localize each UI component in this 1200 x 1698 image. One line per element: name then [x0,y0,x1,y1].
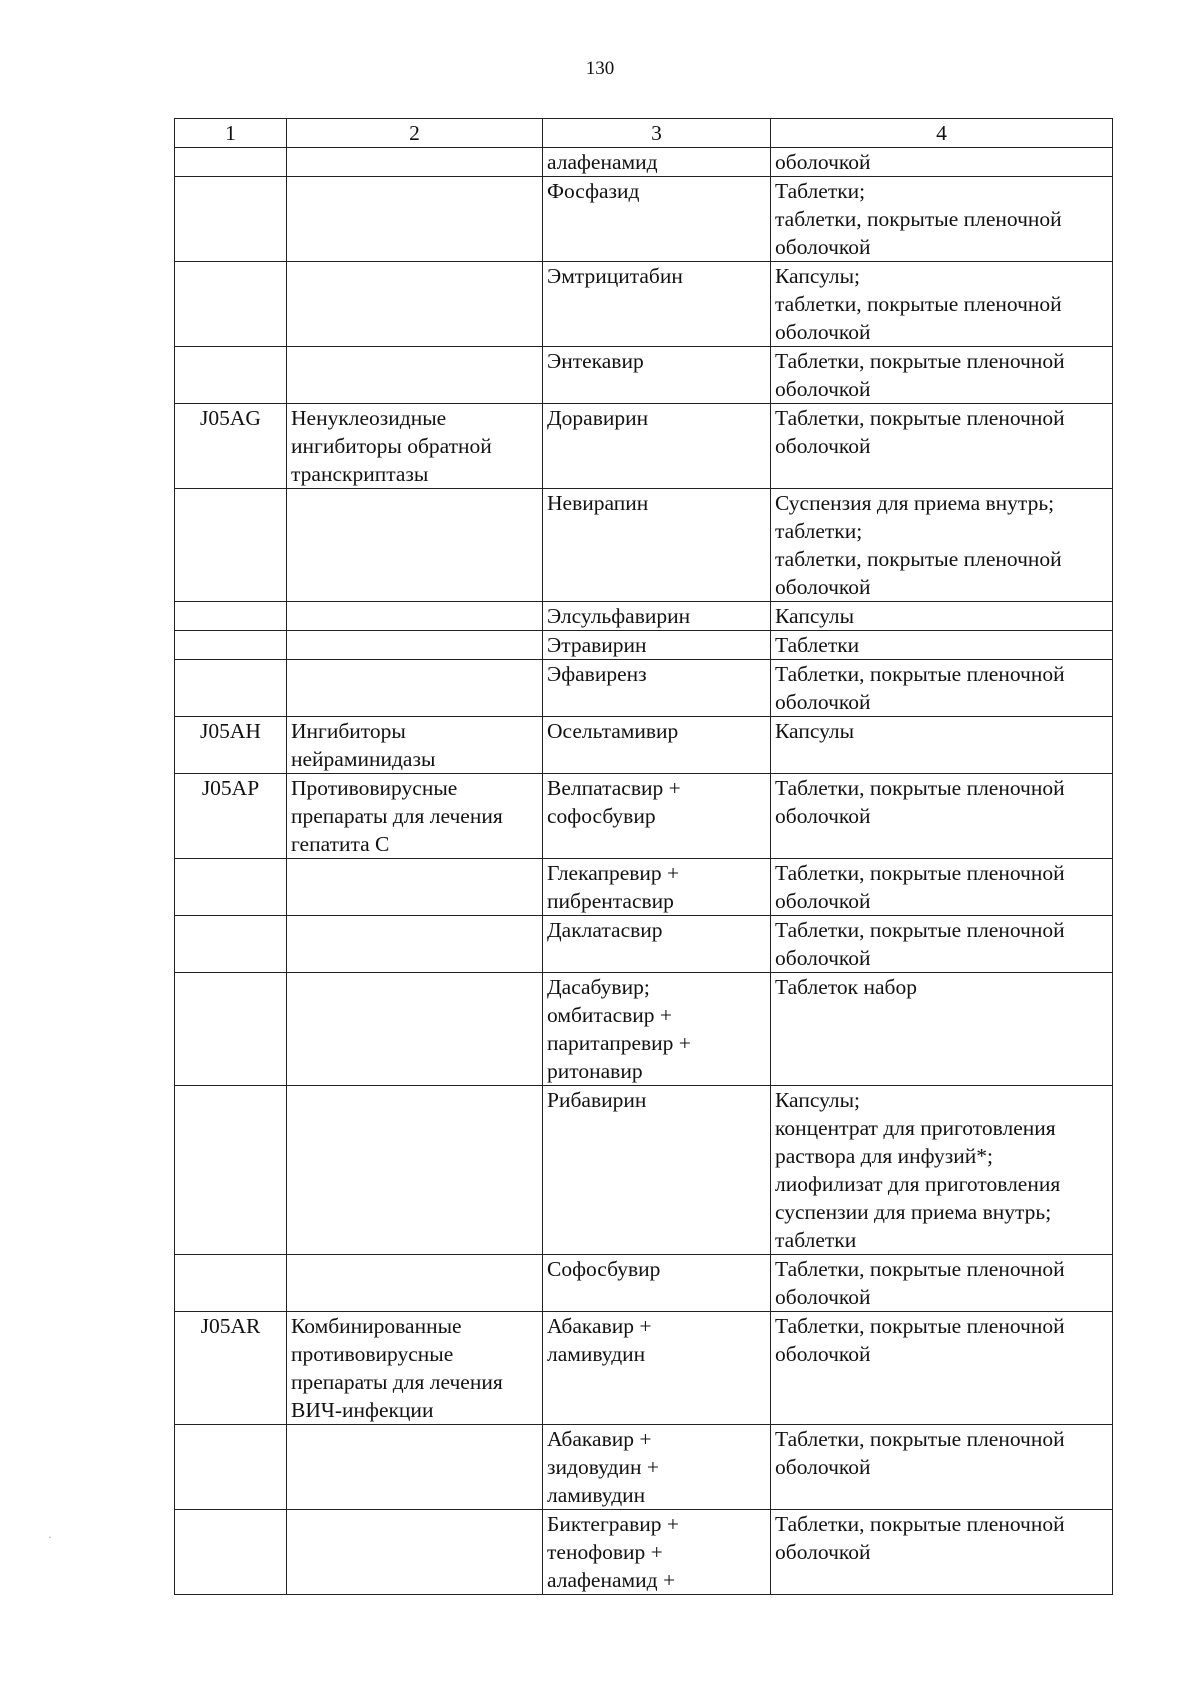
table-row [175,489,1113,602]
atc-code-cell: J05AR [175,1312,287,1425]
table-row [175,347,1113,404]
drug-name-cell: Эфавиренз [543,660,771,717]
drug-name-cell: Доравирин [543,404,771,489]
drug-name-cell: Фосфазид [543,177,771,262]
table-row [175,602,1113,631]
atc-code-cell: J05AG [175,404,287,489]
table-row [175,404,1113,489]
group-name-cell [287,1510,543,1595]
drug-name-cell: Глекапревир + пибрентасвир [543,859,771,916]
atc-code-cell [175,148,287,177]
dosage-form-cell: Капсулы [771,602,1113,631]
atc-code-cell [175,631,287,660]
dosage-form-cell: Таблетки, покрытые пленочной оболочкой [771,404,1113,489]
dosage-form-cell: Суспензия для приема внутрь; таблетки; таблетки, покрытые пленочной оболочкой [771,489,1113,602]
group-name-cell [287,1086,543,1255]
table-row [175,177,1113,262]
table-row [175,1425,1113,1510]
column-header: 1 [175,119,287,148]
dosage-form-cell: Таблетки, покрытые пленочной оболочкой [771,1510,1113,1595]
group-name-cell [287,347,543,404]
dosage-form-cell: Таблетки; таблетки, покрытые пленочной оболочкой [771,177,1113,262]
atc-code-cell [175,1086,287,1255]
atc-code-cell [175,859,287,916]
table-row [175,262,1113,347]
atc-code-cell: J05AP [175,774,287,859]
group-name-cell [287,177,543,262]
scan-speck: · [48,1530,52,1544]
table-row [175,1255,1113,1312]
table-row [175,1312,1113,1425]
drug-table [174,118,1113,1595]
group-name-cell [287,859,543,916]
table-row [175,774,1113,859]
dosage-form-cell: Таблетки, покрытые пленочной оболочкой [771,916,1113,973]
group-name-cell [287,1425,543,1510]
group-name-cell [287,1255,543,1312]
atc-code-cell [175,489,287,602]
drug-name-cell: Элсульфавирин [543,602,771,631]
drug-name-cell: Невирапин [543,489,771,602]
drug-name-cell: Абакавир + ламивудин [543,1312,771,1425]
drug-name-cell: Софосбувир [543,1255,771,1312]
dosage-form-cell: Таблетки [771,631,1113,660]
group-name-cell [287,916,543,973]
atc-code-cell: J05AH [175,717,287,774]
group-name-cell [287,262,543,347]
column-header: 4 [771,119,1113,148]
dosage-form-cell: Таблетки, покрытые пленочной оболочкой [771,347,1113,404]
table-row [175,631,1113,660]
atc-code-cell [175,177,287,262]
dosage-form-cell: Капсулы; таблетки, покрытые пленочной оболочкой [771,262,1113,347]
atc-code-cell [175,916,287,973]
dosage-form-cell: Таблетки, покрытые пленочной оболочкой [771,1425,1113,1510]
table-header-row [175,119,1113,148]
group-name-cell: Ингибиторы нейраминидазы [287,717,543,774]
dosage-form-cell: оболочкой [771,148,1113,177]
group-name-cell: Ненуклеозидные ингибиторы обратной транскриптазы [287,404,543,489]
dosage-form-cell: Капсулы [771,717,1113,774]
table-row [175,859,1113,916]
group-name-cell [287,631,543,660]
table-row [175,916,1113,973]
table-row [175,717,1113,774]
dosage-form-cell: Таблеток набор [771,973,1113,1086]
drug-name-cell: алафенамид [543,148,771,177]
column-header: 2 [287,119,543,148]
group-name-cell: Противовирусные препараты для лечения гепатита С [287,774,543,859]
drug-name-cell: Эмтрицитабин [543,262,771,347]
group-name-cell: Комбинированные противовирусные препараты для лечения ВИЧ-инфекции [287,1312,543,1425]
atc-code-cell [175,973,287,1086]
drug-name-cell: Даклатасвир [543,916,771,973]
group-name-cell [287,660,543,717]
table-row [175,148,1113,177]
table-row [175,660,1113,717]
dosage-form-cell: Таблетки, покрытые пленочной оболочкой [771,1312,1113,1425]
atc-code-cell [175,1425,287,1510]
group-name-cell [287,148,543,177]
table-row [175,1086,1113,1255]
group-name-cell [287,602,543,631]
group-name-cell [287,489,543,602]
dosage-form-cell: Таблетки, покрытые пленочной оболочкой [771,1255,1113,1312]
table-row [175,973,1113,1086]
drug-name-cell: Этравирин [543,631,771,660]
dosage-form-cell: Таблетки, покрытые пленочной оболочкой [771,859,1113,916]
drug-name-cell: Рибавирин [543,1086,771,1255]
drug-name-cell: Энтекавир [543,347,771,404]
drug-name-cell: Осельтамивир [543,717,771,774]
atc-code-cell [175,602,287,631]
atc-code-cell [175,347,287,404]
atc-code-cell [175,262,287,347]
page-number: 130 [585,58,615,79]
atc-code-cell [175,660,287,717]
column-header: 3 [543,119,771,148]
drug-name-cell: Биктегравир + тенофовир + алафенамид + [543,1510,771,1595]
dosage-form-cell: Капсулы; концентрат для приготовления раствора для инфузий*; лиофилизат для приготовления суспензии для приема внутрь; таблетки [771,1086,1113,1255]
dosage-form-cell: Таблетки, покрытые пленочной оболочкой [771,774,1113,859]
table-row [175,1510,1113,1595]
atc-code-cell [175,1510,287,1595]
drug-name-cell: Дасабувир; омбитасвир + паритапревир + ритонавир [543,973,771,1086]
atc-code-cell [175,1255,287,1312]
dosage-form-cell: Таблетки, покрытые пленочной оболочкой [771,660,1113,717]
drug-name-cell: Велпатасвир + софосбувир [543,774,771,859]
drug-name-cell: Абакавир + зидовудин + ламивудин [543,1425,771,1510]
group-name-cell [287,973,543,1086]
